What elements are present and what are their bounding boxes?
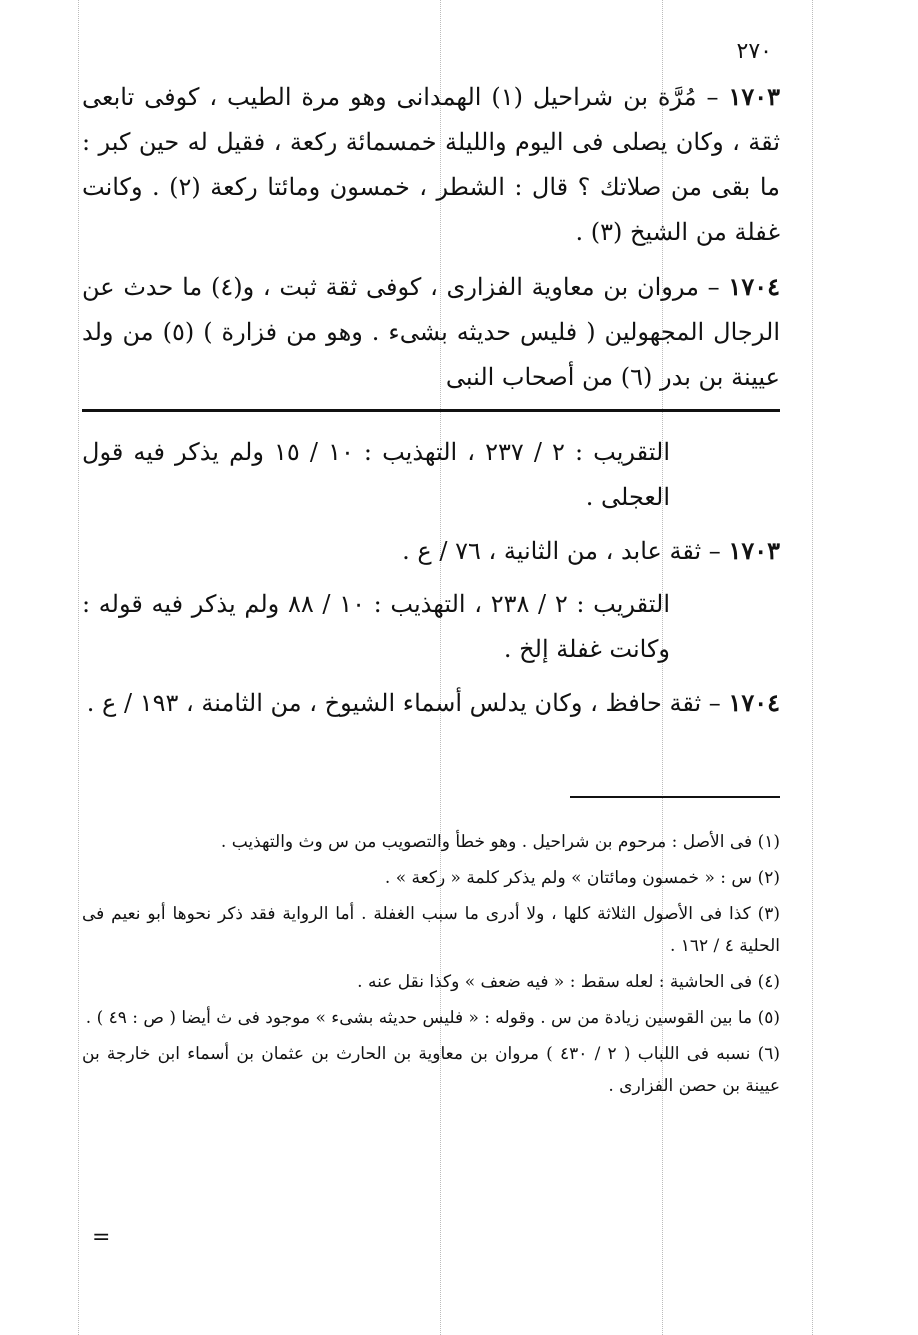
- editor-note: [82, 430, 780, 520]
- entry-text: مروان بن معاوية الفزارى ، كوفى ثقة ثبت ، و(٤) ما حدث عن الرجال المجهولين ( فليس حديثه بشىء . وهو من فزارة ) (٥) من ولد عيينة بن بدر (٦) من أصحاب النبى: [82, 273, 780, 391]
- footnote: [82, 898, 780, 962]
- footnote-number: (٣): [757, 904, 780, 924]
- editor-note: [82, 582, 780, 672]
- note-text: ثقة عابد ، من الثانية ، ٧٦ / ع .: [402, 537, 702, 565]
- entry-number: ١٧٠٤: [728, 272, 780, 301]
- footnote-number: (٤): [757, 972, 780, 992]
- footnote-number: (٥): [757, 1008, 780, 1028]
- note-text: ثقة حافظ ، وكان يدلس أسماء الشيوخ ، من الثامنة ، ١٩٣ / ع .: [86, 689, 702, 717]
- footnote: [82, 862, 780, 894]
- footnote: [82, 1038, 780, 1102]
- continuation-mark: =: [92, 1225, 111, 1250]
- footnote-number: (٢): [757, 868, 780, 888]
- entry-text: مُرَّة بن شراحيل (١) الهمدانى وهو مرة الطيب ، كوفى تابعى ثقة ، وكان يصلى فى اليوم والليلة خمسمائة ركعة ، فقيل له حين كبر : ما بقى من صلاتك ؟ قال : الشطر ، خمسون ومائتا ركعة (٢) . وكانت غفلة من الشيخ (٣) .: [82, 83, 780, 246]
- entry-number: ١٧٠٣: [728, 82, 780, 111]
- note-text: التقريب : ٢ / ٢٣٧ ، التهذيب : ١٠ / ١٥ ولم يذكر فيه قول العجلى .: [82, 438, 671, 511]
- entry: ١٧٠٤ – مروان بن معاوية الفزارى ، كوفى ثقة ثبت ، و(٤) ما حدث عن الرجال المجهولين ( فليس حديثه بشىء . وهو من فزارة ) (٥) من ولد عيينة بن بدر (٦) من أصحاب النبى: [82, 272, 780, 391]
- footnote-number: (٦): [757, 1044, 780, 1064]
- editor-note: ١٧٠٤ – ثقة حافظ ، وكان يدلس أسماء الشيوخ ، من الثامنة ، ١٩٣ / ع .: [86, 688, 780, 717]
- footnote-text: نسبه فى اللباب ( ٢ / ٤٣٠ ) مروان بن معاوية بن الحارث بن عثمان بن أسماء ابن خارجة بن عيينة بن حصن الفزارى .: [82, 1044, 780, 1096]
- main-separator: [82, 409, 780, 412]
- footnote-number: (١): [757, 832, 780, 852]
- footnote: [82, 1002, 780, 1034]
- footnote-text: فى الأصل : مرحوم بن شراحيل . وهو خطأ والتصويب من س وث والتهذيب .: [220, 832, 753, 852]
- entry: ١٧٠٣ – مُرَّة بن شراحيل (١) الهمدانى وهو مرة الطيب ، كوفى تابعى ثقة ، وكان يصلى فى اليوم والليلة خمسمائة ركعة ، فقيل له حين كبر : ما بقى من صلاتك ؟ قال : الشطر ، خمسون ومائتا ركعة (٢) . وكانت غفلة من الشيخ (٣) .: [82, 82, 780, 246]
- footnote-text: كذا فى الأصول الثلاثة كلها ، ولا أدرى ما سبب الغفلة . أما الرواية فقد ذكر نحوها أبو نعيم فى الحلية ٤ / ١٦٢ .: [82, 904, 780, 956]
- note-number: ١٧٠٤: [728, 688, 780, 717]
- footnote-text: ما بين القوسين زيادة من س . وقوله : « فليس حديثه بشىء » موجود فى ث أيضا ( ص : ٤٩ ) .: [85, 1008, 753, 1028]
- footnote: [82, 966, 780, 998]
- footnote-separator: [570, 796, 780, 798]
- note-text: التقريب : ٢ / ٢٣٨ ، التهذيب : ١٠ / ٨٨ ولم يذكر فيه قوله : وكانت غفلة إلخ .: [82, 590, 671, 663]
- footnote: [82, 826, 780, 858]
- footnote-text: س : « خمسون ومائتان » ولم يذكر كلمة « ركعة » .: [384, 868, 753, 888]
- page-number: ٢٧٠: [736, 39, 772, 64]
- editor-note: ١٧٠٣ – ثقة عابد ، من الثانية ، ٧٦ / ع .: [402, 536, 780, 565]
- note-number: ١٧٠٣: [728, 536, 780, 565]
- page-body: [82, 30, 780, 1106]
- footnote-text: فى الحاشية : لعله سقط : « فيه ضعف » وكذا نقل عنه .: [357, 972, 753, 992]
